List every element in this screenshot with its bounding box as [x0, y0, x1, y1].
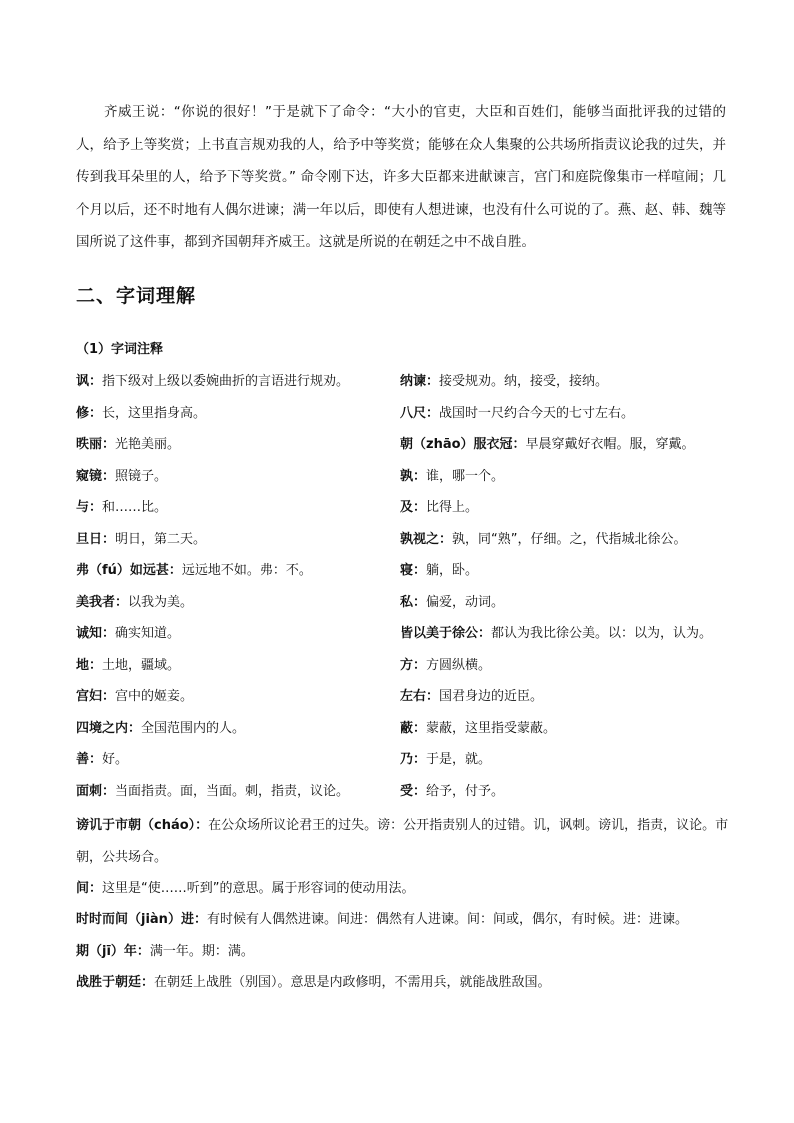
glossary-term: 宫妇： [76, 689, 116, 705]
glossary-term: 四境之内： [76, 720, 142, 736]
glossary-definition: 国君身边的近臣。 [439, 689, 544, 705]
glossary-entry [400, 622, 736, 641]
glossary-term: 善： [76, 752, 103, 768]
glossary-definition: 在朝廷上战胜（别国）。意思是内政修明，不需用兵，就能战胜敌国。 [154, 975, 551, 990]
glossary-definition: 方圆纵横。 [426, 657, 492, 673]
glossary-definition: 于是，就。 [426, 752, 492, 768]
glossary-row [76, 396, 736, 428]
glossary-note [76, 967, 736, 999]
glossary-entry [76, 402, 400, 421]
glossary-term: 间： [76, 881, 103, 896]
glossary-entry [76, 654, 400, 673]
glossary-term: 左右： [400, 689, 440, 705]
glossary-definition: 以我为美。 [128, 594, 194, 610]
glossary-term: 面刺： [76, 783, 116, 799]
section-title: 二、字词理解 [76, 285, 197, 307]
glossary-term: 旦日： [76, 531, 116, 547]
glossary-definition: 在公众场所议论君王的过失。谤：公开指责别人的过错。讥，讽刺。谤讥，指责，议论。市朝，公共场合。 [76, 818, 729, 865]
glossary-entry [400, 496, 736, 515]
glossary-entry [76, 433, 400, 452]
glossary-definition: 孰，同“熟”，仔细。之，代指城北徐公。 [452, 531, 687, 547]
glossary-definition: 土地，疆域。 [102, 657, 181, 673]
glossary-term: 皆以美于徐公： [400, 626, 492, 642]
glossary-row [76, 459, 736, 491]
glossary-definition: 和……比。 [102, 500, 168, 516]
glossary-definition: 战国时一尺约合今天的七寸左右。 [439, 405, 635, 421]
glossary-entry [400, 465, 736, 484]
glossary-term: 乃： [400, 752, 427, 768]
glossary-definition: 有时候有人偶然进谏。间进：偶然有人进谏。间：间或，偶尔，有时候。进：进谏。 [206, 912, 688, 927]
glossary-definition: 都认为我比徐公美。以：以为，认为。 [491, 626, 713, 642]
glossary-term: 孰视之： [400, 531, 453, 547]
glossary-entry [400, 685, 736, 704]
glossary-definition: 全国范围内的人。 [141, 720, 246, 736]
glossary-definition: 明日，第二天。 [115, 531, 207, 547]
glossary-note [76, 810, 736, 873]
glossary-entry [400, 528, 736, 547]
glossary-entry [76, 717, 400, 736]
glossary-entry [76, 559, 400, 578]
glossary-entry [76, 748, 400, 767]
glossary-entry [76, 528, 400, 547]
glossary-entry [76, 370, 400, 389]
glossary-note [76, 904, 736, 936]
glossary-term: 私： [400, 594, 427, 610]
glossary-term: 时时而间（jiàn）进： [76, 912, 207, 927]
glossary-entry [400, 559, 736, 578]
glossary-term: 蔽： [400, 720, 427, 736]
glossary-entry [76, 591, 400, 610]
glossary-term: 战胜于朝廷： [76, 975, 155, 990]
glossary-term: 纳谏： [400, 374, 440, 390]
glossary-row [76, 648, 736, 680]
glossary-term: 方： [400, 657, 427, 673]
glossary-definition: 光艳美丽。 [115, 437, 181, 453]
glossary-grid [76, 364, 736, 805]
glossary-row [76, 774, 736, 806]
glossary-definition: 指下级对上级以委婉曲折的言语进行规劝。 [102, 374, 350, 390]
glossary-row [76, 522, 736, 554]
glossary-entry [400, 780, 736, 799]
glossary-entry [76, 780, 400, 799]
glossary-definition: 早晨穿戴好衣帽。服，穿戴。 [525, 437, 695, 453]
translation-paragraph: 齐威王说：“你说的很好！”于是就下了命令：“大小的官吏，大臣和百姓们，能够当面批评我的过错的人，给予上等奖赏；上书直言规劝我的人，给予中等奖赏；能够在众人集聚的公共场所指责议论我的过失，并传到我耳朵里的人，给予下等奖赏。” 命令刚下达，许多大臣都来进献谏言，宫门和庭院像集市一样喧闹；几个月以后，还不时地有人偶尔进谏；满一年以后，即使有人想进谏，也没有什么可说的了。燕、赵、韩、魏等国所说了这件事，都到齐国朝拜齐威王。这就是所说的在朝廷之中不战自胜。 [76, 104, 726, 250]
glossary-definition: 给予，付予。 [426, 783, 505, 799]
glossary-entry [400, 591, 736, 610]
glossary-note [76, 873, 736, 905]
glossary-term: 与： [76, 500, 103, 516]
glossary-note [76, 936, 736, 968]
glossary-definition: 谁，哪一个。 [426, 468, 505, 484]
glossary-definition: 确实知道。 [115, 626, 181, 642]
glossary-term: 弗（fú）如远甚： [76, 563, 182, 579]
glossary-term: 期（jī）年： [76, 944, 150, 959]
glossary-entry [76, 496, 400, 515]
glossary-row [76, 585, 736, 617]
glossary-row [76, 364, 736, 396]
glossary-entry [400, 748, 736, 767]
glossary-definition: 这里是“使……听到”的意思。属于形容词的使动用法。 [102, 881, 415, 896]
glossary-entry [76, 465, 400, 484]
glossary-row [76, 679, 736, 711]
glossary-entry [400, 433, 736, 452]
sub-title: （1）字词注释 [76, 342, 164, 357]
glossary-definition: 躺，卧。 [426, 563, 479, 579]
glossary-definition: 远远地不如。弗：不。 [181, 563, 312, 579]
glossary-definition: 比得上。 [426, 500, 479, 516]
glossary-entry [400, 370, 736, 389]
glossary-definition: 蒙蔽，这里指受蒙蔽。 [426, 720, 557, 736]
glossary-row [76, 490, 736, 522]
glossary-definition: 偏爱，动词。 [426, 594, 505, 610]
glossary-entry [400, 717, 736, 736]
glossary-term: 孰： [400, 468, 427, 484]
glossary-term: 诚知： [76, 626, 116, 642]
glossary-row [76, 742, 736, 774]
glossary-term: 及： [400, 500, 427, 516]
glossary-term: 讽： [76, 374, 103, 390]
glossary-definition: 宫中的姬妾。 [115, 689, 194, 705]
glossary-row [76, 616, 736, 648]
glossary-term: 八尺： [400, 405, 440, 421]
glossary-term: 谤讥于市朝（cháo）： [76, 818, 209, 833]
glossary-definition: 当面指责。面，当面。刺，指责，议论。 [115, 783, 350, 799]
glossary-row [76, 711, 736, 743]
glossary-row [76, 553, 736, 585]
glossary-definition: 满一年。期：满。 [149, 944, 254, 959]
glossary-term: 修： [76, 405, 103, 421]
glossary-term: 受： [400, 783, 427, 799]
glossary-entry [400, 402, 736, 421]
glossary-term: 昳丽： [76, 437, 116, 453]
glossary-entry [400, 654, 736, 673]
glossary-entry [76, 622, 400, 641]
glossary-definition: 接受规劝。纳，接受，接纳。 [439, 374, 609, 390]
glossary-term: 地： [76, 657, 103, 673]
glossary-term: 朝（zhāo）服衣冠： [400, 437, 526, 453]
glossary-row [76, 427, 736, 459]
glossary-definition: 好。 [102, 752, 129, 768]
glossary-entry [76, 685, 400, 704]
glossary-definition: 长，这里指身高。 [102, 405, 207, 421]
glossary-term: 寝： [400, 563, 427, 579]
glossary-term: 美我者： [76, 594, 129, 610]
glossary-definition: 照镜子。 [115, 468, 168, 484]
glossary-term: 窥镜： [76, 468, 116, 484]
